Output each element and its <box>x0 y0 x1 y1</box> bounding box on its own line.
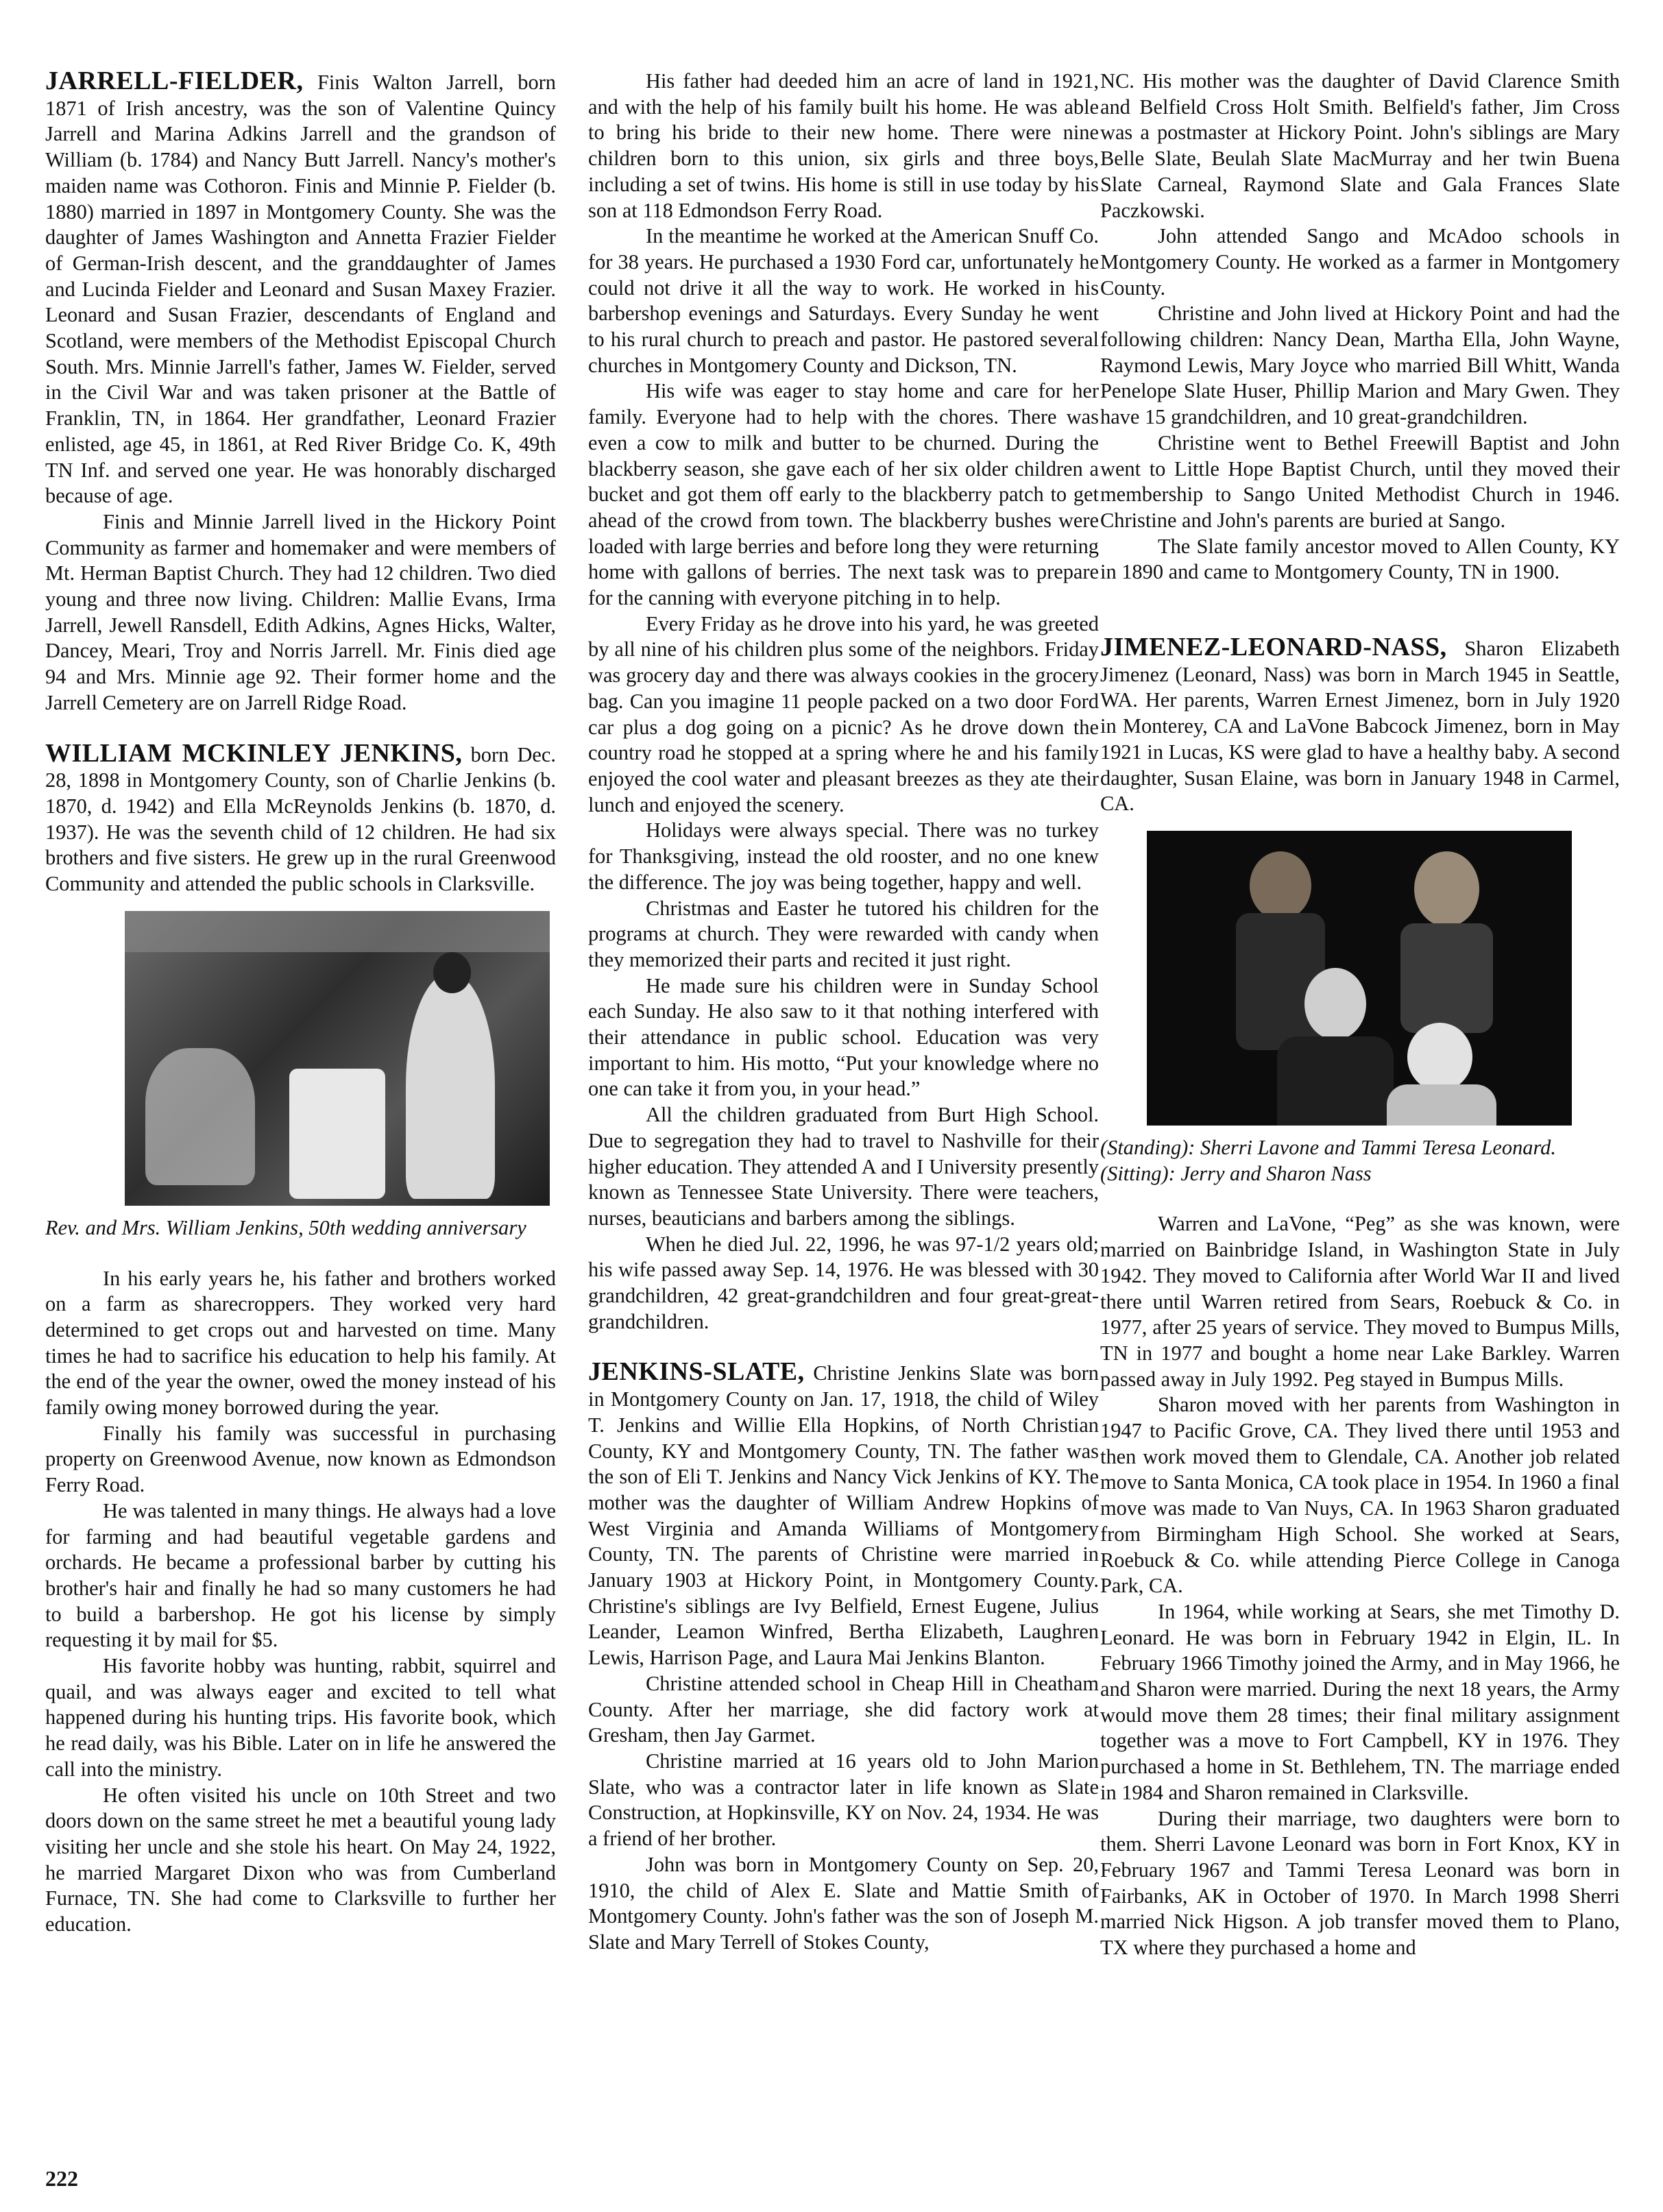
paragraph <box>45 66 556 509</box>
paragraph: Finis and Minnie Jarrell lived in the Hickory Point Community as farmer and homemaker and were members of Mt. Herman Baptist Church. They had 12 children. Two died young and three now living. Children: Mallie Evans, Irma Jarrell, Jewell Ransdell, Edith Adkins, Agnes Hicks, Walter, Dancey, Meari, Troy and Norris Jarrell. Mr. Finis died age 94 and Mrs. Minnie age 92. Their former home and the Jarrell Cemetery are on Jarrell Ridge Road. <box>45 509 556 714</box>
paragraph: In the meantime he worked at the American Snuff Co. for 38 years. He purchased a 1930 Ford car, unfortunately he could not drive it all the way to work. He worked in his barbershop evenings and Saturdays. Every Sunday he went to his rural church to preach and pastor. He pastored several churches in Montgomery County and Dickson, TN. <box>588 224 1099 377</box>
family-portrait-photo <box>1147 831 1572 1126</box>
photo-caption: (Standing): Sherri Lavone and Tammi Teresa Leonard. <box>1100 1135 1556 1159</box>
paragraph-text: born Dec. 28, 1898 in Montgomery County, son of Charlie Jenkins (b. 1870, d. 1942) and Ella McReynolds Jenkins (b. 1870, d. 1937). He was the seventh child of 12 children. He had six brothers and five sisters. He grew up in the rural Greenwood Community and attended the public schools in Clarksville. <box>45 742 557 896</box>
column-3 <box>1100 69 1620 1961</box>
section-heading: JARRELL-FIELDER, <box>45 66 304 95</box>
paragraph: When he died Jul. 22, 1996, he was 97-1/2 years old; his wife passed away Sep. 14, 1976. He was blessed with 30 grandchildren, 42 great-grandchildren and four great-great-grandchildren. <box>588 1232 1099 1333</box>
paragraph: Christine attended school in Cheap Hill in Cheatham County. After her marriage, she did factory work at Gresham, then Jay Garmet. <box>588 1671 1099 1747</box>
section-heading: JIMENEZ-LEONARD-NASS, <box>1100 633 1447 662</box>
paragraph: His wife was eager to stay home and care for her family. Everyone had to help with the chores. There was even a cow to milk and butter to be churned. During the blackberry season, she gave each of her six older children a bucket and got them off early to the blackberry patch to get ahead of the crowd from town. The blackberry bushes were loaded with large berries and before long they were returning home with gallons of berries. The next task was to prepare for the canning with everyone pitching in to help. <box>588 379 1099 610</box>
paragraph: During their marriage, two daughters were born to them. Sherri Lavone Leonard was born in Fort Knox, KY in February 1967 and Tammi Teresa Leonard was born in Fairbanks, AK in October of 1970. In March 1998 Sherri married Nick Higson. A job transfer moved them to Plano, TX where they purchased a home and <box>1100 1806 1620 1960</box>
paragraph: Christmas and Easter he tutored his children for the programs at church. They were rewarded with candy when they memorized their parts and recited it just right. <box>588 896 1099 971</box>
paragraph-text: Finis Walton Jarrell, born 1871 of Irish ancestry, was the son of Valentine Quincy Jarrell and Marina Adkins Jarrell and the grandson of William (b. 1784) and Nancy Butt Jarrell. Nancy's mother's maiden name was Cothoron. Finis and Minnie P. Fielder (b. 1880) married in 1897 in Montgomery County. She was the daughter of James Washington and Annetta Frazier Fielder of German-Irish descent, and the granddaughter of James and Lucinda Fielder and Leonard and Susan Maxey Frazier. Leonard and Susan Frazier, descendants of England and Scotland, were members of the Methodist Episcopal Church South. Mrs. Minnie Jarrell's father, James W. Fielder, served in the Civil War and was taken prisoner at the Battle of Franklin, TN, in 1864. Her grandfather, Leonard Frazier enlisted, age 45, in 1861, at Red River Bridge Co. K, 49th TN Inf. and served one year. He was honorably discharged because of age. <box>45 71 556 508</box>
paragraph-text: Christine Jenkins Slate was born in Montgomery County on Jan. 17, 1918, the child of Wiley T. Jenkins and Willie Ella Hopkins, of North Christian County, KY and Montgomery County, TN. The father was the son of Eli T. Jenkins and Nancy Vick Jenkins of KY. The mother was the daughter of William Andrew Hopkins of West Virginia and Amanda Williams of Montgomery County, TN. The parents of Christine were married in January 1903 at Hickory Point, in Montgomery County. Christine's siblings are Ivy Belfield, Ernest Eugene, Julius Leander, Leamon Winfred, Bertha Elizabeth, Laughren Lewis, Harrison Page, and Laura Mai Jenkins Blanton. <box>588 1361 1099 1670</box>
paragraph: Christine married at 16 years old to John Marion Slate, who was a contractor later in life known as Slate Construction, at Hopkinsville, KY on Nov. 24, 1934. He was a friend of her brother. <box>588 1749 1099 1851</box>
paragraph: His favorite hobby was hunting, rabbit, squirrel and quail, and was always eager and excited to tell what happened during his hunting trips. His favorite book, which he read daily, was his Bible. Later on in life he answered the call into the ministry. <box>45 1654 556 1781</box>
section-heading: WILLIAM MCKINLEY JENKINS, <box>45 738 463 768</box>
wedding-anniversary-photo <box>125 911 550 1206</box>
paragraph: Christine went to Bethel Freewill Baptist and John went to Little Hope Baptist Church, until they moved their membership to Sango United Methodist Church in 1946. Christine and John's parents are buried at Sango. <box>1100 430 1620 532</box>
paragraph: John was born in Montgomery County on Sep. 20, 1910, the child of Alex E. Slate and Mattie Smith of Montgomery County. John's father was the son of Joseph M. Slate and Mary Terrell of Stokes County, <box>588 1852 1099 1954</box>
paragraph: The Slate family ancestor moved to Allen County, KY in 1890 and came to Montgomery County, TN in 1900. <box>1100 534 1620 584</box>
paragraph <box>1100 635 1620 817</box>
paragraph: He made sure his children were in Sunday School each Sunday. He also saw to it that nothing interfered with their attendance in public school. Education was very important to him. His motto, “Put your knowledge where no one can take it from you, in your head.” <box>588 973 1099 1101</box>
section-heading: JENKINS-SLATE, <box>588 1357 805 1387</box>
column-2 <box>588 69 1099 1956</box>
paragraph: Sharon moved with her parents from Washington in 1947 to Pacific Grove, CA. They lived there until 1953 and then work moved them to Glendale, CA. Another job related move to Santa Monica, CA took place in 1954. In 1960 a final move was made to Van Nuys, CA. In 1963 Sharon graduated from Birmingham High School. She worked at Sears, Roebuck & Co. while attending Pierce College in Canoga Park, CA. <box>1100 1393 1620 1598</box>
page-number: 222 <box>45 2166 78 2191</box>
paragraph-text: Sharon Elizabeth Jimenez (Leonard, Nass) was born in March 1945 in Seattle, WA. Her parents, Warren Ernest Jimenez, born in July 1920 in Monterey, CA and LaVone Babcock Jimenez, born in May 1921 in Lucas, KS were glad to have a healthy baby. A second daughter, Susan Elaine, was born in January 1948 in Carmel, CA. <box>1100 637 1620 816</box>
paragraph: Finally his family was successful in purchasing property on Greenwood Avenue, now known as Edmondson Ferry Road. <box>45 1421 556 1497</box>
paragraph: John attended Sango and McAdoo schools in Montgomery County. He worked as a farmer in Montgomery County. <box>1100 224 1620 300</box>
column-1 <box>45 66 557 1938</box>
paragraph: Every Friday as he drove into his yard, he was greeted by all nine of his children plus some of the neighbors. Friday was grocery day and there was always cookies in the grocery bag. Can you imagine 11 people packed on a two door Ford car plus a dog going on a picnic? As he drove down the country road he stopped at a spring where he and his family enjoyed the cool water and pleasant breezes as they ate their lunch and enjoyed the scenery. <box>588 611 1099 816</box>
paragraph: He was talented in many things. He always had a love for farming and had beautiful vegetable gardens and orchards. He became a professional barber by cutting his brother's hair and finally he had so many customers he had to build a barbershop. He got his license by simply requesting it by mail for $5. <box>45 1498 556 1652</box>
paragraph: Christine and John lived at Hickory Point and had the following children: Nancy Dean, Martha Ella, John Wayne, Raymond Lewis, Mary Joyce who married Bill Whitt, Wanda Penelope Slate Huser, Phillip Marion and Mary Gwen. They have 15 grandchildren, and 10 great-grandchildren. <box>1100 302 1620 429</box>
paragraph: He often visited his uncle on 10th Street and two doors down on the same street he met a beautiful young lady visiting her uncle and she stole his heart. On May 24, 1922, he married Margaret Dixon who was from Cumberland Furnace, TN. She had come to Clarksville to further her education. <box>45 1783 556 1936</box>
paragraph: Warren and LaVone, “Peg” as she was known, were married on Bainbridge Island, in Washington State in July 1942. They moved to California after World War II and lived there until Warren retired from Sears, Roebuck & Co. in 1977, after 25 years of service. They moved to Bumpus Mills, TN in 1977 and bought a home near Lake Barkley. Warren passed away in July 1992. Peg stayed in Bumpus Mills. <box>1100 1212 1620 1391</box>
paragraph: His father had deeded him an acre of land in 1921, and with the help of his family built his home. He was able to bring his bride to their new home. There were nine children born to this union, six girls and three boys, including a set of twins. His home is still in use today by his son at 118 Edmondson Ferry Road. <box>588 69 1099 222</box>
paragraph: In 1964, while working at Sears, she met Timothy D. Leonard. He was born in February 1942 in Elgin, IL. In February 1966 Timothy joined the Army, and in May 1966, he and Sharon were married. During the next 18 years, the Army would move them 28 times; their final military assignment together was a move to Fort Campbell, KY in 1976. They purchased a home in St. Bethlehem, TN. The marriage ended in 1984 and Sharon remained in Clarksville. <box>1100 1599 1620 1804</box>
paragraph <box>45 738 557 897</box>
paragraph <box>588 1359 1099 1670</box>
paragraph: NC. His mother was the daughter of David Clarence Smith and Belfield Cross Holt Smith. Belfield's father, Jim Cross was a postmaster at Hickory Point. John's siblings are Mary Belle Slate, Beulah Slate MacMurray and her twin Buena Slate Carneal, Raymond Slate and Gala Frances Slate Paczkowski. <box>1100 69 1620 222</box>
paragraph: Holidays were always special. There was no turkey for Thanksgiving, instead the old rooster, and no one knew the difference. The joy was being together, happy and well. <box>588 818 1099 894</box>
photo-caption: Rev. and Mrs. William Jenkins, 50th wedding anniversary <box>45 1215 526 1239</box>
photo-caption: (Sitting): Jerry and Sharon Nass <box>1100 1161 1372 1185</box>
paragraph: All the children graduated from Burt High School. Due to segregation they had to travel to Nashville for their higher education. They attended A and I University presently known as Tennessee State University. There were teachers, nurses, beauticians and barbers among the siblings. <box>588 1103 1099 1230</box>
paragraph: In his early years he, his father and brothers worked on a farm as sharecroppers. They worked very hard determined to get crops out and harvested on time. Many times he had to sacrifice his education to help his family. At the end of the year the owner, owed the money instead of his family owing money borrowed during the year. <box>45 1266 556 1420</box>
